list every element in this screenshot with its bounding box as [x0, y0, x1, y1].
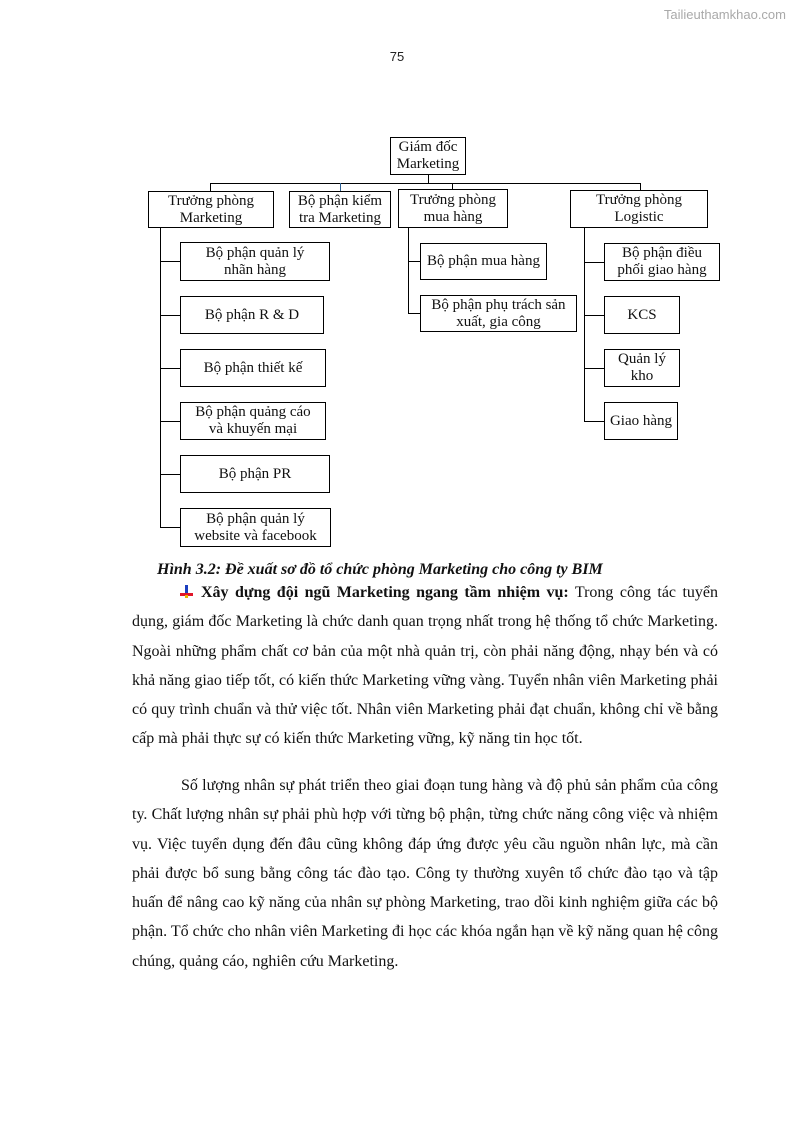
node-label-line: phối giao hàng: [617, 262, 707, 278]
org-node-delivery: [604, 402, 678, 440]
node-label-line: Giám đốc: [398, 139, 458, 155]
connector-line: [640, 183, 641, 190]
node-label-line: Bộ phận PR: [218, 465, 292, 482]
org-chart: [0, 0, 794, 560]
org-node-purchasing: [420, 243, 547, 280]
connector-line: [160, 474, 180, 475]
connector-line: [340, 183, 341, 191]
org-node-head-marketing: [148, 191, 274, 228]
connector-line: [160, 315, 180, 316]
org-node-warehouse: [604, 349, 680, 387]
paragraph-recruitment: [132, 578, 718, 754]
paragraph-staffing: Số lượng nhân sự phát triển theo giai đoạn tung hàng và độ phủ sản phẩm của công ty. Chất lượng nhân sự phải phù hợp với từng bộ phận, từng chức năng công việc và nhiệm vụ. Việc tuyển dụng đến đâu cũng không đáp ứng được yêu cầu nguồn nhân lực, mà cần phải được bổ sung bằng công tác đào tạo. Công ty thường xuyên tổ chức đào tạo và tập huấn để nâng cao kỹ năng của nhân sự phòng Marketing, trao dồi kinh nghiệm giữa các bộ phận. Tổ chức cho nhân viên Marketing đi học các khóa ngắn hạn về kỹ năng quan hệ công chúng, quảng cáo, nghiên cứu Marketing.: [132, 777, 718, 970]
org-node-head-logistic: [570, 190, 708, 228]
org-node-production: [420, 295, 577, 332]
node-label-line: xuất, gia công: [456, 313, 541, 330]
node-label-line: Quản lý: [618, 351, 666, 367]
node-label-line: Bộ phận thiết kế: [203, 359, 303, 376]
connector-line: [160, 421, 180, 422]
org-node-delivery-coordination: [604, 243, 720, 281]
node-label-line: Bộ phận quản lý: [206, 510, 305, 527]
node-label-line: website và facebook: [194, 527, 317, 544]
org-node-head-purchasing: [398, 189, 508, 228]
node-label-line: mua hàng: [423, 208, 483, 225]
figure-caption: Hình 3.2: Đề xuất sơ đồ tổ chức phòng Marketing cho công ty BIM: [157, 561, 603, 578]
org-node-design: [180, 349, 326, 387]
page-number: 75: [389, 49, 405, 64]
node-label-line: và khuyến mại: [208, 421, 298, 437]
org-node-advertising: [180, 402, 326, 440]
node-label-line: Marketing: [396, 156, 460, 172]
org-node-website-facebook: [180, 508, 331, 547]
org-node-brand-management: [180, 242, 330, 281]
connector-line: [210, 183, 640, 184]
paragraph-text: Trong công tác tuyển dụng, giám đốc Marketing là chức danh quan trọng nhất trong hệ thống tổ chức Marketing. Ngoài những phẩm chất cơ bản của một nhà quản trị, còn phải năng động, nhạy bén và có khả năng giao tiếp tốt, có kiến thức Marketing vững vàng. Tuyển nhân viên Marketing phải có quy trình chuẩn và thử việc tốt. Nhân viên Marketing phải đạt chuẩn, không chỉ về bằng cấp mà phải thực sự có kiến thức Marketing vững, kỹ năng tin học tốt.: [132, 584, 718, 748]
node-label-line: Giao hàng: [609, 412, 673, 429]
node-label-line: Trưởng phòng: [168, 192, 254, 209]
connector-line: [584, 421, 604, 422]
node-label-line: Bộ phận quảng cáo: [195, 404, 311, 420]
connector-line: [160, 368, 180, 369]
org-node-kcs: [604, 296, 680, 334]
node-label-line: Bộ phận quản lý: [205, 244, 305, 261]
connector-line: [160, 228, 161, 528]
node-label-line: Bộ phận mua hàng: [427, 253, 540, 269]
node-label-line: kho: [630, 368, 654, 384]
node-label-line: Logistic: [614, 209, 664, 225]
node-label-line: Bộ phận kiểm: [297, 192, 383, 209]
connector-line: [584, 368, 604, 369]
pin-bullet-icon: [180, 585, 193, 598]
node-label-line: KCS: [627, 306, 657, 323]
node-label-line: nhãn hàng: [223, 261, 287, 278]
connector-line: [584, 315, 604, 316]
connector-line: [408, 313, 420, 314]
node-label-line: Bộ phận điều: [622, 245, 702, 261]
org-node-pr: [180, 455, 330, 493]
connector-line: [584, 262, 604, 263]
org-node-director: [390, 137, 466, 175]
node-label-line: Bộ phận R & D: [204, 306, 300, 323]
connector-line: [160, 527, 180, 528]
node-label-line: Trưởng phòng: [410, 191, 496, 208]
node-label-line: Bộ phận phụ trách sản: [431, 296, 566, 313]
node-label-line: Marketing: [179, 209, 243, 226]
connector-line: [210, 183, 211, 191]
org-node-rnd: [180, 296, 324, 334]
connector-line: [408, 261, 420, 262]
watermark: Tailieuthamkhao.com: [663, 7, 786, 22]
node-label-line: Trưởng phòng: [596, 192, 682, 208]
org-node-marketing-audit: [289, 191, 391, 228]
connector-line: [408, 228, 409, 314]
connector-line: [160, 261, 180, 262]
paragraph-lead: Xây dựng đội ngũ Marketing ngang tầm nhiệm vụ:: [201, 584, 569, 601]
connector-line: [584, 228, 585, 422]
node-label-line: tra Marketing: [298, 209, 382, 226]
